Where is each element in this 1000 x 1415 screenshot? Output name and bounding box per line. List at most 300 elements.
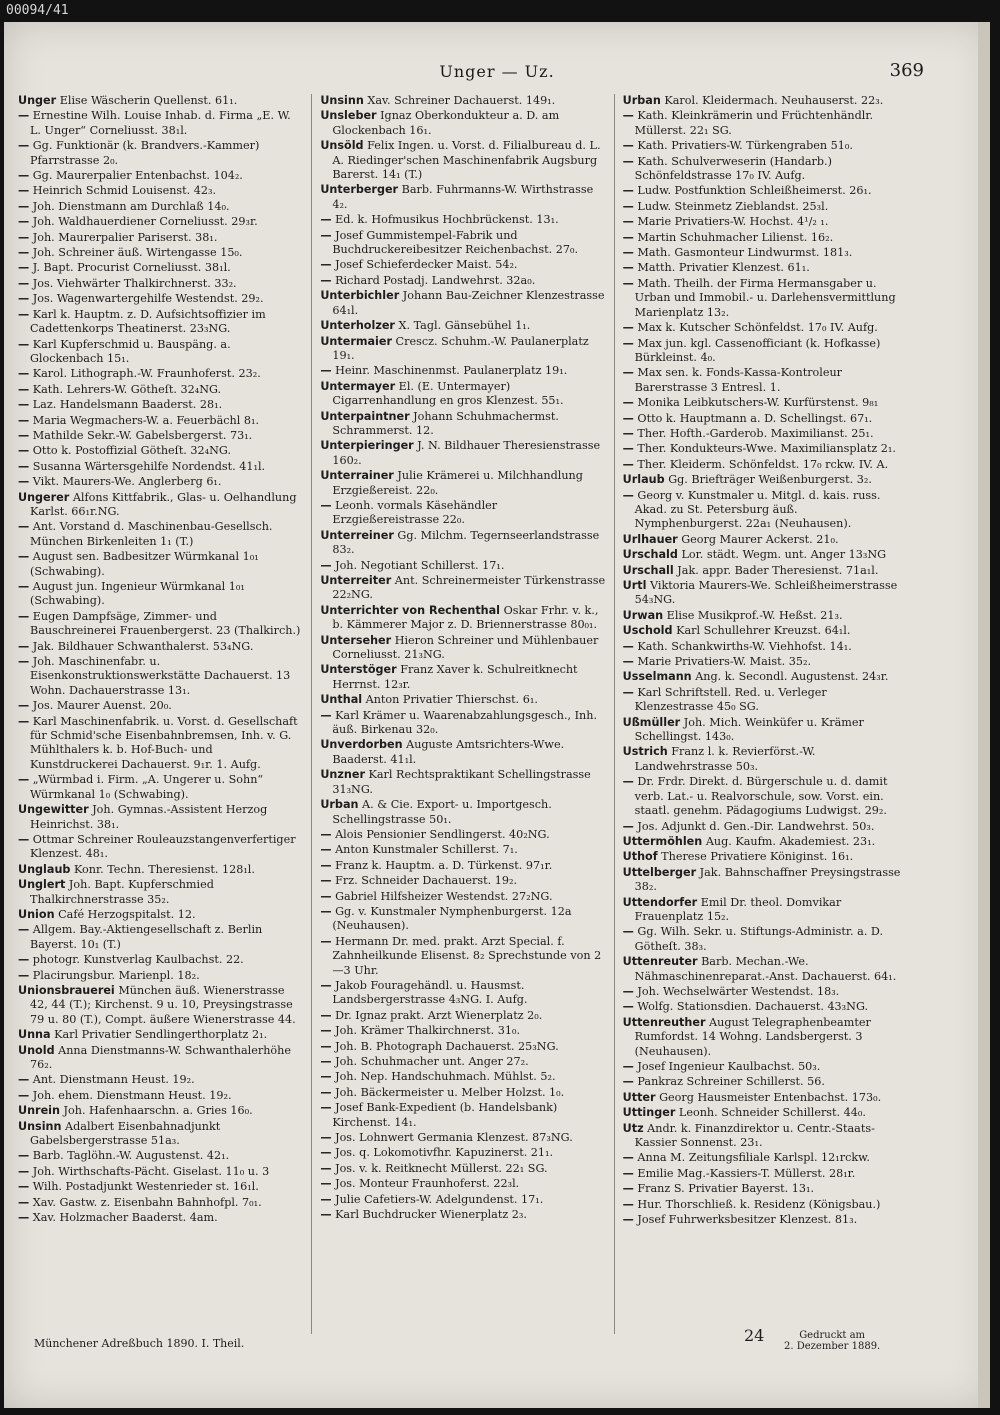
entry-surname: Unterreiter [320,574,392,587]
directory-entry [623,955,908,984]
entry-surname: Usselmann [622,670,692,684]
entry-surname: — [622,199,634,213]
directory-entry [320,574,605,603]
entry-details: Hermann Dr. med. prakt. Arzt Special. f. Zahnheilkunde Elisenst. 8₂ Sprechstunde von 2—3 Uhr. [332,934,602,977]
entry-surname: — [622,1060,634,1073]
directory-entry [623,427,908,441]
entry-surname: Unterberger [320,183,399,197]
directory-entry [320,935,605,978]
entry-details: Jak. Bildhauer Schwanthalerst. 53₄NG. [32,639,254,653]
entry-surname: — [622,230,634,244]
entry-details: Andr. k. Finanzdirektor u. Centr.-Staats-Kassier Sonnenst. 23₁. [634,1121,875,1150]
directory-entry [623,489,908,532]
directory-entry [18,923,303,952]
entry-surname: — [320,498,332,512]
footer-print-date [784,1330,880,1352]
entry-details: photogr. Kunstverlag Kaulbachst. 22. [32,953,244,967]
directory-entry [320,213,605,227]
entry-surname: — [18,714,30,728]
running-head: Unger — Uz. [439,62,555,81]
entry-surname: Uttenreuter [622,955,698,969]
entry-details: Ther. Kleiderm. Schönfeldst. 17₀ rckw. IV. A. [637,457,889,471]
entry-surname: — [622,276,634,290]
entry-surname: — [622,139,634,153]
entry-details: Josef Bank-Expedient (b. Handelsbank) Kirchenst. 14₁. [332,1101,558,1129]
entry-details: Anna Dienstmanns-W. Schwanthalerhöhe 76₂. [30,1043,291,1071]
directory-entry [18,969,303,983]
entry-surname: — [18,459,30,473]
entry-surname: — [320,1177,332,1191]
entry-surname: Ungewitter [18,803,89,817]
entry-surname: — [320,1146,332,1160]
page-edge [978,22,990,1408]
entry-surname: — [320,1085,332,1099]
directory-entry [623,215,908,229]
directory-entry [320,289,605,318]
directory-entry [623,985,908,999]
entry-surname: Ußmüller [622,715,681,729]
entry-surname: — [622,396,634,410]
entry-details: Marie Privatiers-W. Maist. 35₂. [637,655,812,669]
directory-entry [320,843,605,857]
directory-entry [320,890,605,904]
directory-entry [623,1091,908,1105]
entry-surname: — [18,1195,30,1209]
entry-details: Joh. Wirthschafts-Pächt. Giselast. 11₀ u. 3 [32,1164,270,1178]
entry-surname: — [622,336,634,350]
entry-surname: — [18,246,30,260]
entry-details: Georg Maurer Ackerst. 21₀. [681,532,839,546]
entry-details: Therese Privatiere Königinst. 16₁. [661,850,854,864]
entry-surname: — [320,1208,332,1222]
directory-entry [320,1177,605,1191]
directory-entry [18,1120,303,1149]
directory-entry [623,686,908,715]
entry-details: Karl Buchdrucker Wienerplatz 2₃. [335,1208,527,1222]
entry-details: Heinr. Maschinenmst. Paulanerplatz 19₁. [335,364,568,378]
entry-surname: — [622,1166,634,1180]
entry-details: Xav. Schreiner Dachauerst. 149₁. [367,94,556,107]
directory-entry [623,94,908,108]
entry-details: Kath. Privatiers-W. Türkengraben 51₀. [637,139,853,153]
entry-details: Gabriel Hilfsheizer Westendst. 27₂NG. [335,889,553,903]
directory-entry [18,491,303,520]
entry-details: Ant. Schreinermeister Türkenstrasse 22₂NG. [332,574,606,602]
entry-details: Jos. Maurer Auenst. 20₀. [32,699,172,713]
entry-details: Heinrich Schmid Louisenst. 42₃. [32,184,217,198]
entry-surname: — [320,1192,332,1206]
directory-entry [18,878,303,907]
directory-entry [18,1028,303,1042]
directory-entry [18,1180,303,1194]
directory-entry [320,828,605,842]
entry-details: Josef Fuhrwerksbesitzer Klenzest. 81₃. [637,1213,858,1227]
entry-details: Anna M. Zeitungsfiliale Karlspl. 12₁rckw. [637,1151,870,1165]
entry-details: Jak. Bahnschaffner Preysingstrasse 38₂. [634,865,901,894]
directory-entry [320,768,605,797]
entry-details: Joh. Maurerpalier Pariserst. 38₁. [32,230,218,244]
entry-details: Joh. Bapt. Kupferschmied Thalkirchnerstrasse 35₂. [30,878,214,906]
entry-surname: — [18,444,30,458]
entry-surname: — [18,276,30,290]
entry-surname: — [18,773,30,787]
directory-entry [18,1104,303,1118]
directory-entry [18,367,303,381]
entry-surname: — [18,1149,30,1163]
directory-entry [320,1162,605,1176]
directory-entry [18,1044,303,1073]
directory-entry [623,1106,908,1120]
entry-surname: — [320,1055,332,1068]
directory-entry [320,1040,605,1054]
directory-entry [623,277,908,320]
directory-entry [18,715,303,773]
entry-details: München äuß. Wienerstrasse 42, 44 (T.); Kirchenst. 9 u. 10, Preysingstrasse 79 u. 80 (T.), Compt. äußere Wienerstrasse 44. [30,983,296,1026]
directory-entry [18,261,303,275]
entry-surname: — [18,655,30,669]
directory-entry [320,469,605,498]
entry-details: Jos. q. Lokomotivfhr. Kapuzinerst. 21₁. [335,1146,554,1160]
directory-entry [18,1149,303,1163]
directory-entry [623,745,908,774]
directory-entry [623,1016,908,1059]
entry-surname: Unzner [320,768,365,782]
directory-entry [18,640,303,654]
directory-entry [623,473,908,487]
entry-details: Leonh. vormals Käsehändler Erzgießereistrasse 22₀. [332,498,498,527]
entry-surname: — [622,184,634,198]
entry-details: Xav. Gastw. z. Eisenbahn Bahnhofpl. 7₀₁. [32,1195,262,1209]
entry-details: Gg. v. Kunstmaler Nymphenburgerst. 12a (Neuhausen). [332,904,572,933]
entry-surname: Unsinn [18,1119,62,1133]
entry-details: Joh. Maschinenfabr. u. Eisenkonstruktionswerkstätte Dachauerst. 13 Wohn. Dachauerstrasse 13₁. [30,655,291,697]
entry-surname: — [18,923,30,937]
directory-entry [623,533,908,547]
directory-entry [320,439,605,468]
entry-details: Frz. Schneider Dachauerst. 19₂. [335,874,518,888]
entry-surname: Untermayer [320,379,396,393]
entry-surname: — [18,367,30,381]
entry-surname: — [320,364,332,378]
directory-entry [18,550,303,579]
directory-entry [623,321,908,335]
entry-details: Joh. ehem. Dienstmann Heust. 19₂. [32,1088,232,1102]
entry-details: Franz l. k. Revierförst.-W. Landwehrstrasse 50₃. [634,745,816,773]
directory-entry [18,863,303,877]
entry-surname: Uttendorfer [622,895,698,909]
directory-entry [18,1073,303,1087]
directory-entry [320,258,605,272]
directory-entry [320,709,605,738]
entry-surname: — [622,366,634,380]
entry-surname: — [320,1008,332,1022]
page-number: 369 [889,60,924,81]
entry-details: Joh. B. Photograph Dachauerst. 25₃NG. [335,1039,559,1053]
entry-surname: — [622,457,634,471]
directory-entry [623,231,908,245]
entry-details: Placirungsbur. Marienpl. 18₂. [32,968,200,982]
entry-surname: — [320,874,332,888]
directory-entry [18,953,303,967]
directory-entry [320,109,605,138]
directory-entry [18,580,303,609]
entry-surname: Uttelberger [622,865,697,879]
directory-entry [623,655,908,669]
entry-details: Otto k. Postoffizial Götheſt. 32₄NG. [32,444,232,458]
directory-entry [18,139,303,168]
entry-details: Julie Krämerei u. Milchhandlung Erzgießereist. 22₀. [332,469,583,497]
entry-details: Math. Theilh. der Firma Hermansgaber u. Urban und Immobil.- u. Darlehensvermittlung Marienplatz 13₂. [634,276,896,319]
entry-details: Richard Postadj. Landwehrst. 32a₀. [335,273,536,287]
entry-surname: — [18,169,30,183]
entry-surname: Uschold [622,624,673,638]
entry-details: Jos. v. k. Reitknecht Müllerst. 22₁ SG. [335,1161,548,1175]
entry-details: Ther. Hofth.-Garderob. Maximilianst. 25₁. [637,426,874,440]
directory-entry [320,798,605,827]
entry-surname: — [320,978,332,992]
entry-details: Otto k. Hauptmann a. D. Schellingst. 67₁. [637,411,873,425]
directory-entry [320,94,605,108]
entry-surname: Unionsbrauerei [18,983,115,997]
entry-surname: — [18,109,30,123]
entry-surname: Unsöld [320,139,364,153]
directory-entry [623,624,908,638]
directory-entry [18,773,303,802]
entry-surname: — [320,228,332,242]
directory-entry [623,925,908,954]
entry-details: J. Bapt. Procurist Corneliusst. 38₁l. [32,261,231,275]
entry-surname: Urwan [622,608,664,622]
entry-surname: — [622,1197,634,1211]
entry-surname: — [622,442,634,456]
entry-details: Karl Schriftstell. Red. u. Verleger Klenzestrasse 45₀ SG. [634,685,827,714]
directory-columns [18,94,908,1334]
entry-surname: Urschall [622,563,674,577]
archive-stamp: 00094/41 [6,3,69,18]
entry-surname: Unterrainer [320,469,394,483]
entry-details: Ther. Kondukteurs-Wwe. Maximiliansplatz 2₁. [637,442,896,456]
directory-entry [18,109,303,138]
entry-details: Emilie Mag.-Kassiers-T. Müllerst. 28₁r. [637,1166,856,1180]
entry-details: Crescz. Schuhm.-W. Paulanerplatz 19₁. [332,334,589,362]
entry-details: Ant. Dienstmann Heust. 19₂. [32,1073,195,1087]
entry-surname: — [622,655,634,669]
directory-entry [320,1101,605,1130]
entry-surname: Uttermöhlen [622,834,703,848]
entry-surname: Unverdorben [320,738,403,752]
directory-entry [623,835,908,849]
entry-surname: — [320,1039,332,1053]
entry-surname: — [320,904,332,918]
entry-surname: — [622,246,634,260]
footer-print-value: 2. Dezember 1889. [784,1341,881,1352]
entry-surname: — [18,968,30,982]
directory-entry [320,634,605,663]
entry-details: Joh. Negotiant Schillerst. 17₁. [335,558,505,572]
entry-surname: Unrein [18,1104,60,1118]
entry-surname: Urtl [622,579,647,592]
entry-surname: — [18,1180,30,1194]
entry-surname: — [622,321,634,335]
entry-details: Karl k. Hauptm. z. D. Aufsichtsoffizier im Cadettenkorps Theatinerst. 23₃NG. [30,307,266,336]
entry-details: Johann Schuhmachermst. Schrammerst. 12. [332,409,559,437]
entry-details: Ottmar Schreiner Rouleauzstangenverfertiger Klenzest. 48₁. [30,832,296,861]
entry-surname: Utter [622,1090,656,1104]
entry-details: Lor. städt. Wegm. unt. Anger 13₃NG [681,548,887,562]
directory-entry [623,155,908,184]
directory-entry [623,820,908,834]
entry-details: Gg. Milchm. Tegernseerlandstrasse 83₂. [332,528,600,557]
entry-details: Johann Bau-Zeichner Klenzestrasse 64₁l. [332,289,605,317]
directory-entry [320,1193,605,1207]
directory-entry [18,184,303,198]
entry-surname: — [18,832,30,846]
entry-surname: Untermaier [320,334,392,348]
entry-surname: — [320,1101,332,1115]
directory-entry [18,277,303,291]
entry-details: Marie Privatiers-W. Hochst. 4¹/₂ ₁. [637,215,829,229]
directory-entry [623,1000,908,1014]
entry-surname: — [320,843,332,857]
entry-details: August Telegraphenbeamter Rumfordst. 14 Wohng. Landsbergerst. 3 (Neuhausen). [634,1015,871,1058]
entry-details: Pankraz Schreiner Schillerst. 56. [637,1075,825,1089]
entry-surname: Unterpieringer [320,439,414,453]
entry-surname: Unterrichter von Rechenthal [320,603,501,617]
entry-surname: — [622,1075,634,1089]
entry-surname: — [18,1211,30,1225]
entry-details: Joh. Wechselwärter Westendst. 18₃. [637,984,840,998]
entry-details: Kath. Lehrers-W. Götheſt. 32₄NG. [32,382,222,396]
directory-entry [18,1196,303,1210]
entry-details: Joh. Hafenhaarschn. a. Gries 16₀. [63,1104,253,1118]
entry-details: Joh. Gymnas.-Assistent Herzog Heinrichst. 38₁. [30,803,268,831]
entry-details: Ignaz Oberkondukteur a. D. am Glockenbach 16₁. [332,109,560,137]
entry-details: Kath. Kleinkrämerin und Früchtenhändlr. Müllerst. 22₁ SG. [634,109,874,137]
directory-entry [623,1182,908,1196]
entry-surname: Urlaub [622,473,665,487]
directory-entry [320,1009,605,1023]
entry-details: Laz. Handelsmann Baaderst. 28₁. [32,398,223,412]
entry-surname: — [320,934,332,948]
entry-details: Alfons Kittfabrik., Glas- u. Oelhandlung Karlst. 66₁r.NG. [30,490,297,518]
entry-details: Ang. k. Secondl. Augustenst. 24₃r. [695,670,889,684]
entry-surname: Urban [622,94,661,107]
directory-entry [18,1089,303,1103]
entry-details: Vikt. Maurers-We. Anglerberg 6₁. [32,475,222,489]
directory-entry [18,460,303,474]
entry-surname: Ungerer [18,490,70,504]
directory-entry [320,499,605,528]
entry-surname: Unterbichler [320,289,400,303]
entry-surname: Urban [320,798,359,812]
directory-entry [623,184,908,198]
directory-entry [18,655,303,698]
entry-details: Susanna Wärtersgehilfe Nordendst. 41₁l. [32,459,266,473]
directory-entry [320,663,605,692]
entry-surname: — [622,1000,634,1014]
entry-details: Hieron Schreiner und Mühlenbauer Corneliusst. 21₃NG. [332,633,599,662]
entry-surname: — [18,230,30,244]
directory-entry [623,866,908,895]
directory-entry [18,308,303,337]
directory-entry [18,475,303,489]
entry-surname: Urschald [622,548,678,562]
entry-details: Barb. Fuhrmanns-W. Wirthstrasse 4₂. [332,183,594,211]
entry-surname: — [18,292,30,306]
directory-entry [320,319,605,333]
directory-entry [320,1086,605,1100]
entry-details: Franz Xaver k. Schulreitknecht Herrnst. 12₃r. [332,663,578,691]
entry-surname: — [320,708,332,722]
entry-details: Monika Leibkutschers-W. Kurfürstenst. 9₈₁ [637,396,879,410]
directory-entry [18,292,303,306]
footer-publication: Münchener Adreßbuch 1890. I. Theil. [34,1337,245,1350]
directory-entry [623,1075,908,1089]
entry-details: Joh. Mich. Weinküfer u. Krämer Schellingst. 143₀. [634,715,864,744]
entry-surname: — [18,639,30,653]
entry-details: J. N. Bildhauer Theresienstrasse 160₂. [332,439,601,467]
entry-details: Allgem. Bay.-Aktiengesellschaft z. Berlin Bayerst. 10₁ (T.) [30,923,263,951]
entry-surname: — [18,580,30,593]
directory-entry [18,699,303,713]
entry-details: Josef Gummistempel-Fabrik und Buchdruckereibesitzer Reichenbachst. 27₀. [332,228,579,257]
entry-details: Alois Pensionier Sendlingerst. 40₂NG. [335,827,550,841]
entry-details: Math. Gasmonteur Lindwurmst. 181₃. [637,246,853,260]
directory-entry [18,246,303,260]
directory-entry [320,335,605,364]
entry-details: Wilh. Postadjunkt Westenrieder st. 16₁l. [32,1180,259,1194]
entry-details: Eugen Dampfsäge, Zimmer- und Bauschreinerei Frauenbergerst. 23 (Thalkirch.) [30,609,301,638]
entry-surname: — [18,184,30,198]
entry-surname: Union [18,907,55,921]
directory-entry [623,412,908,426]
entry-surname: Ustrich [622,745,668,759]
entry-details: Jos. Lohnwert Germania Klenzest. 87₃NG. [335,1131,573,1145]
entry-surname: — [622,109,634,123]
entry-surname: — [320,858,332,872]
directory-entry [18,231,303,245]
directory-entry [623,1122,908,1151]
entry-details: Elise Musikprof.-W. Heßst. 21₃. [666,608,843,622]
entry-details: Dr. Frdr. Direkt. d. Bürgerschule u. d. damit verb. Lat.- u. Realvorschule, sow. Vorst. ein. staatl. genehm. Pädagogiums Ludwigst. 29₂. [634,775,888,818]
entry-details: Joh. Krämer Thalkirchnerst. 31₀. [335,1024,521,1038]
entry-surname: — [320,558,332,572]
entry-surname: — [320,258,332,272]
entry-details: Aug. Kaufm. Akademiest. 23₁. [705,834,876,848]
directory-entry [320,1208,605,1222]
directory-entry [320,1055,605,1069]
entry-details: Viktoria Maurers-We. Schleißheimerstrasse 54₃NG. [634,579,898,607]
entry-surname: — [622,154,634,168]
entry-details: Ludw. Steinmetz Zieblandst. 25₃l. [637,199,829,213]
entry-details: Franz S. Privatier Bayerst. 13₁. [637,1182,815,1196]
entry-details: Kath. Schulverweserin (Handarb.) Schönfeldstrasse 17₀ IV. Aufg. [634,154,832,183]
directory-entry [320,738,605,767]
entry-details: Gg. Wilh. Sekr. u. Stiftungs-Administr. a. D. Götheſt. 38₃. [634,925,884,953]
entry-details: Martin Schuhmacher Lilienst. 16₂. [637,230,834,244]
directory-entry [18,1211,303,1225]
entry-details: A. & Cie. Export- u. Importgesch. Schellingstrasse 50₁. [332,798,552,826]
entry-surname: — [18,261,30,275]
column-1 [18,94,303,1334]
directory-entry [18,200,303,214]
entry-details: Oskar Frhr. v. k., b. Kämmerer Major z. D. Briennerstrasse 80₀₁. [332,603,599,632]
entry-details: Ed. k. Hofmusikus Hochbrückenst. 13₁. [335,213,559,227]
directory-entry [623,775,908,818]
directory-entry [320,183,605,212]
directory-entry [320,559,605,573]
entry-surname: — [320,213,332,227]
